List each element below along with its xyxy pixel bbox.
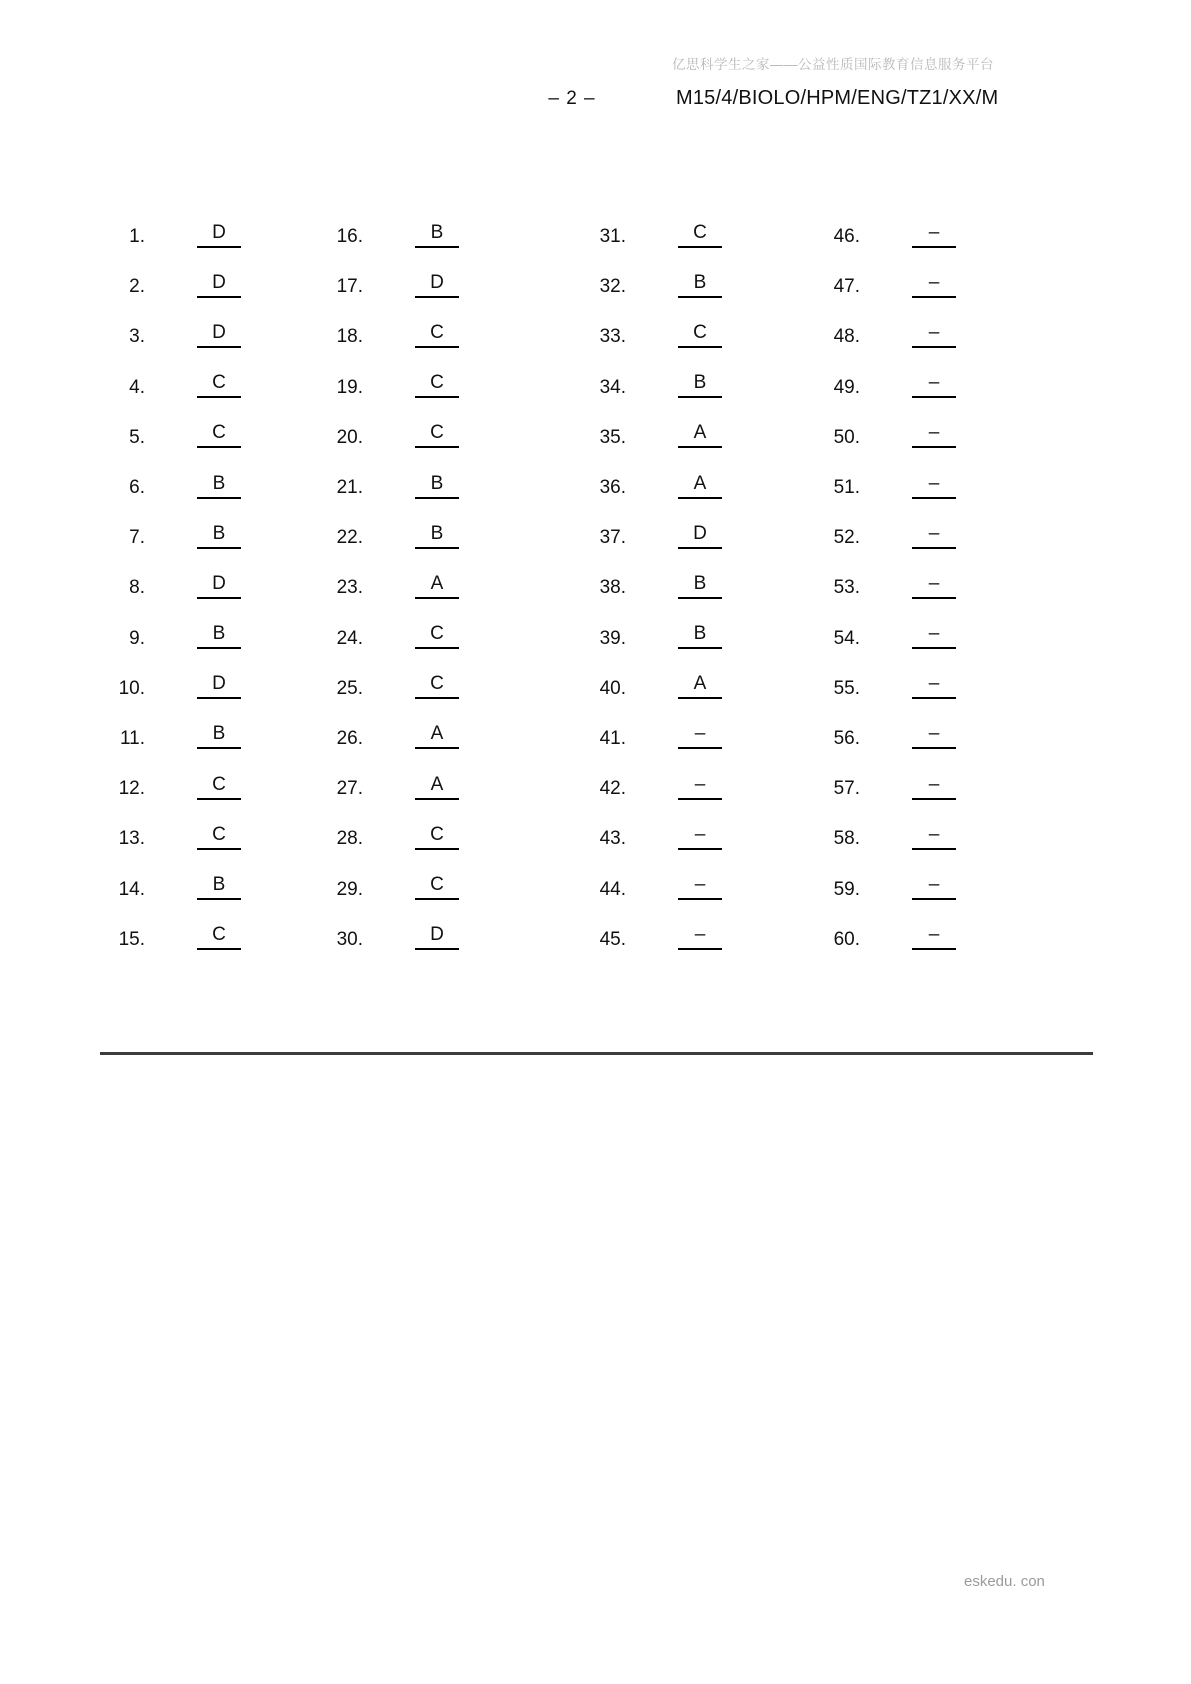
answer-value: – <box>912 323 956 348</box>
question-number: 8. <box>129 577 145 599</box>
answer-row <box>315 513 459 563</box>
answer-row <box>812 513 956 563</box>
answer-row <box>97 814 241 864</box>
question-number: 32. <box>599 276 626 298</box>
question-number: 35. <box>599 426 626 448</box>
answer-value: D <box>197 574 241 599</box>
answer-value: C <box>415 373 459 398</box>
watermark-header-text: 亿思科学生之家——公益性质国际教育信息服务平台 <box>672 57 994 72</box>
answer-value: C <box>415 624 459 649</box>
answer-row <box>315 664 459 714</box>
answer-row <box>97 363 241 413</box>
answer-column-4 <box>812 212 956 965</box>
answer-value: – <box>912 624 956 649</box>
question-number: 60. <box>833 928 860 950</box>
answer-row <box>315 463 459 513</box>
section-divider-line <box>100 1052 1093 1055</box>
question-number: 4. <box>129 376 145 398</box>
question-number: 40. <box>599 677 626 699</box>
question-number: 11. <box>119 727 145 749</box>
question-number: 48. <box>833 326 860 348</box>
question-number: 34. <box>599 376 626 398</box>
answer-value: C <box>415 674 459 699</box>
answer-value: C <box>678 323 722 348</box>
answer-row <box>315 714 459 764</box>
answer-value: – <box>912 423 956 448</box>
answer-row <box>578 212 722 262</box>
answer-value: – <box>678 724 722 749</box>
answer-row <box>97 614 241 664</box>
answer-row <box>315 915 459 965</box>
answer-row <box>97 864 241 914</box>
answer-row <box>97 714 241 764</box>
question-number: 15. <box>118 928 145 950</box>
question-number: 28. <box>336 828 363 850</box>
answer-value: B <box>197 474 241 499</box>
question-number: 46. <box>833 226 860 248</box>
answer-value: D <box>678 524 722 549</box>
answer-value: – <box>912 223 956 248</box>
question-number: 3. <box>129 326 145 348</box>
question-number: 26. <box>336 727 363 749</box>
question-number: 2. <box>129 276 145 298</box>
question-number: 7. <box>129 527 145 549</box>
question-number: 18. <box>336 326 363 348</box>
question-number: 43. <box>599 828 626 850</box>
question-number: 21. <box>336 477 363 499</box>
question-number: 52. <box>833 527 860 549</box>
answer-value: – <box>912 825 956 850</box>
answer-value: D <box>197 674 241 699</box>
answer-row <box>97 262 241 312</box>
answer-row <box>315 614 459 664</box>
answer-row <box>578 764 722 814</box>
answer-row <box>578 312 722 362</box>
answer-value: – <box>912 724 956 749</box>
answer-column-3 <box>578 212 722 965</box>
question-number: 45. <box>599 928 626 950</box>
question-number: 41. <box>599 727 626 749</box>
answer-value: D <box>415 273 459 298</box>
answer-value: B <box>415 524 459 549</box>
question-number: 6. <box>129 477 145 499</box>
answer-row <box>578 463 722 513</box>
question-number: 23. <box>336 577 363 599</box>
answer-row <box>315 262 459 312</box>
answer-value: A <box>415 574 459 599</box>
answer-value: A <box>678 674 722 699</box>
answer-row <box>315 363 459 413</box>
question-number: 19. <box>336 376 363 398</box>
answer-row <box>315 212 459 262</box>
answer-value: D <box>197 223 241 248</box>
answer-row <box>812 312 956 362</box>
question-number: 55. <box>833 677 860 699</box>
answer-row <box>812 614 956 664</box>
answer-row <box>812 413 956 463</box>
question-number: 59. <box>833 878 860 900</box>
question-number: 37. <box>599 527 626 549</box>
answer-value: A <box>678 474 722 499</box>
answer-value: C <box>197 423 241 448</box>
question-number: 22. <box>336 527 363 549</box>
answer-row <box>812 915 956 965</box>
answer-row <box>315 864 459 914</box>
answer-value: – <box>912 775 956 800</box>
answer-value: C <box>678 223 722 248</box>
question-number: 17. <box>336 276 363 298</box>
paper-code: M15/4/BIOLO/HPM/ENG/TZ1/XX/M <box>676 87 999 109</box>
answer-row <box>812 764 956 814</box>
answer-row <box>315 563 459 613</box>
watermark-footer-text: eskedu. con <box>964 1573 1045 1590</box>
question-number: 16. <box>336 226 363 248</box>
answer-row <box>578 714 722 764</box>
answer-column-2 <box>315 212 459 965</box>
answer-row <box>578 814 722 864</box>
question-number: 47. <box>833 276 860 298</box>
answer-row <box>812 714 956 764</box>
answer-value: – <box>678 825 722 850</box>
answer-value: – <box>678 925 722 950</box>
question-number: 14. <box>118 878 145 900</box>
answer-value: B <box>197 875 241 900</box>
answer-row <box>578 664 722 714</box>
answer-row <box>578 614 722 664</box>
answer-row <box>97 764 241 814</box>
answer-row <box>812 814 956 864</box>
answer-value: B <box>678 624 722 649</box>
answer-row <box>315 312 459 362</box>
answer-row <box>97 413 241 463</box>
question-number: 49. <box>833 376 860 398</box>
answer-row <box>578 915 722 965</box>
page-number: – 2 – <box>548 88 596 109</box>
question-number: 56. <box>833 727 860 749</box>
answer-row <box>315 814 459 864</box>
answer-value: C <box>197 825 241 850</box>
answer-value: C <box>415 323 459 348</box>
answer-value: – <box>912 524 956 549</box>
answer-value: – <box>678 875 722 900</box>
answer-value: A <box>678 423 722 448</box>
question-number: 51. <box>833 477 860 499</box>
answer-value: A <box>415 775 459 800</box>
answer-row <box>812 262 956 312</box>
answer-value: C <box>197 373 241 398</box>
question-number: 53. <box>833 577 860 599</box>
answer-value: – <box>912 273 956 298</box>
question-number: 38. <box>599 577 626 599</box>
question-number: 39. <box>599 627 626 649</box>
question-number: 30. <box>336 928 363 950</box>
question-number: 54. <box>833 627 860 649</box>
question-number: 31. <box>599 226 626 248</box>
answer-row <box>578 563 722 613</box>
answer-value: – <box>912 925 956 950</box>
answer-row <box>97 312 241 362</box>
answer-row <box>97 463 241 513</box>
question-number: 57. <box>833 778 860 800</box>
answer-value: D <box>197 323 241 348</box>
question-number: 24. <box>336 627 363 649</box>
answer-row <box>97 563 241 613</box>
answer-row <box>578 363 722 413</box>
answer-row <box>578 413 722 463</box>
answer-value: B <box>678 273 722 298</box>
answer-row <box>97 212 241 262</box>
answer-value: B <box>678 373 722 398</box>
question-number: 9. <box>129 627 145 649</box>
question-number: 36. <box>599 477 626 499</box>
answer-value: – <box>912 574 956 599</box>
answer-value: A <box>415 724 459 749</box>
answer-value: – <box>678 775 722 800</box>
answer-row <box>578 262 722 312</box>
answer-value: – <box>912 674 956 699</box>
answer-column-1 <box>97 212 241 965</box>
answer-value: – <box>912 373 956 398</box>
answer-row <box>97 664 241 714</box>
answer-value: – <box>912 875 956 900</box>
answer-row <box>812 363 956 413</box>
answer-row <box>812 463 956 513</box>
answer-row <box>812 664 956 714</box>
question-number: 10. <box>118 677 145 699</box>
answer-row <box>812 212 956 262</box>
answer-value: C <box>197 775 241 800</box>
answer-value: B <box>197 724 241 749</box>
answer-value: B <box>197 524 241 549</box>
answer-value: B <box>197 624 241 649</box>
answer-value: C <box>415 875 459 900</box>
question-number: 44. <box>599 878 626 900</box>
question-number: 25. <box>336 677 363 699</box>
answer-row <box>578 513 722 563</box>
answer-row <box>812 864 956 914</box>
question-number: 5. <box>129 426 145 448</box>
question-number: 27. <box>336 778 363 800</box>
answer-grid <box>0 212 1191 972</box>
answer-value: B <box>415 223 459 248</box>
question-number: 29. <box>336 878 363 900</box>
question-number: 42. <box>599 778 626 800</box>
question-number: 12. <box>118 778 145 800</box>
answer-value: B <box>415 474 459 499</box>
question-number: 50. <box>833 426 860 448</box>
answer-row <box>97 513 241 563</box>
answer-value: C <box>415 825 459 850</box>
answer-row <box>97 915 241 965</box>
answer-value: – <box>912 474 956 499</box>
answer-row <box>315 764 459 814</box>
answer-value: C <box>197 925 241 950</box>
question-number: 58. <box>833 828 860 850</box>
answer-value: D <box>197 273 241 298</box>
answer-row <box>315 413 459 463</box>
question-number: 13. <box>118 828 145 850</box>
question-number: 20. <box>336 426 363 448</box>
question-number: 33. <box>599 326 626 348</box>
answer-value: C <box>415 423 459 448</box>
answer-row <box>812 563 956 613</box>
answer-row <box>578 864 722 914</box>
question-number: 1. <box>129 226 145 248</box>
answer-value: B <box>678 574 722 599</box>
answer-value: D <box>415 925 459 950</box>
